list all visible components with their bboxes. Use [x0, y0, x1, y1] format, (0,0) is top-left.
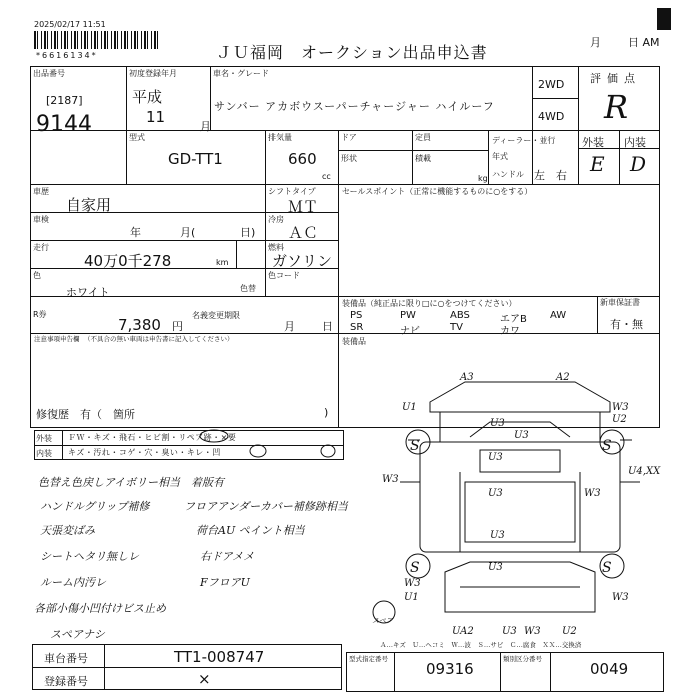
- int-label: 内装: [624, 136, 646, 149]
- damage-mark: U3: [488, 562, 503, 573]
- usage-label: 車歴: [33, 187, 49, 196]
- color-change-label: 色替: [240, 284, 256, 293]
- color-value: ホワイト: [66, 286, 110, 299]
- damage-mark: U3: [514, 430, 529, 441]
- damage-mark: W3: [382, 474, 399, 485]
- mileage-value: 40万0千278: [84, 252, 172, 270]
- handwritten-note: 右ドアメメ: [200, 550, 255, 563]
- model-designation-value: 09316: [426, 660, 474, 678]
- model-value: GD-TT1: [168, 150, 223, 168]
- car-name: サンバー アカボウスーパーチャージャー ハイルーフ: [214, 100, 495, 113]
- doors-label: ドア: [341, 133, 357, 142]
- chassis-label: 車台番号: [44, 652, 88, 665]
- model-label: 型式: [129, 133, 145, 142]
- dealer-label: ディーラー・並行: [492, 136, 556, 145]
- damage-mark: U3: [488, 488, 503, 499]
- damage-mark: U2: [612, 414, 627, 425]
- usage-value: 自家用: [66, 196, 112, 214]
- damage-mark: S: [602, 438, 612, 454]
- color-label: 色: [33, 271, 41, 280]
- mileage-label: 走行: [33, 243, 49, 252]
- shift-value: ＭＴ: [288, 198, 319, 216]
- barcode-number: *6616134*: [36, 51, 98, 60]
- fuel-value: ガソリン: [272, 252, 333, 270]
- damage-mark: W3: [524, 626, 541, 637]
- model-designation-label: 型式指定番号: [349, 655, 388, 663]
- repair-history: 修復歴 有（ 箇所: [36, 408, 135, 421]
- displacement-value: 660: [288, 150, 317, 168]
- ac-value: ＡＣ: [288, 224, 319, 242]
- damage-mark: S: [410, 438, 420, 454]
- first-reg-year: 11: [146, 108, 166, 126]
- damage-mark: A3: [460, 372, 474, 383]
- plate-value: ×: [198, 670, 211, 688]
- check-circles: [190, 428, 340, 462]
- car-name-label: 車名・グレード: [213, 69, 269, 78]
- plate-label: 登録番号: [44, 675, 88, 688]
- displacement-unit: cc: [322, 172, 331, 181]
- other-equipment-label: 装備品: [342, 337, 366, 346]
- damage-mark: U1: [402, 402, 417, 413]
- check-int-label: 内装: [36, 449, 52, 458]
- inspection-month: 月(: [180, 226, 196, 239]
- drive-2wd: 2WD: [538, 78, 565, 91]
- score-value: R: [604, 88, 629, 126]
- damage-mark: U3: [490, 418, 505, 429]
- first-reg-label: 初度登録年月: [129, 69, 177, 78]
- barcode: [34, 31, 158, 49]
- date-month: 月: [590, 36, 601, 49]
- capacity-label: 定員: [415, 133, 431, 142]
- new-warranty-label: 新車保証書: [600, 298, 640, 307]
- displacement-label: 排気量: [268, 133, 292, 142]
- load-label: 積載: [415, 154, 431, 163]
- damage-mark: U3: [502, 626, 517, 637]
- date-day: 日 AM: [628, 36, 660, 49]
- handwritten-note: 各部小傷小凹付けビス止め: [34, 602, 166, 615]
- inspection-day: 日): [240, 226, 256, 239]
- damage-mark: U3: [490, 530, 505, 541]
- damage-mark: UA2: [452, 626, 474, 637]
- lot-sub: [2187]: [46, 94, 83, 107]
- transfer-deadline-label: 名義変更期限: [192, 311, 240, 320]
- equipment-item: AW: [550, 310, 567, 321]
- handle-left: 左: [534, 169, 545, 182]
- damage-mark: W3: [584, 488, 601, 499]
- damage-mark: U1: [404, 592, 419, 603]
- lot-number: 9144: [36, 112, 92, 137]
- damage-mark: S: [410, 560, 420, 576]
- handwritten-note: ルーム内汚レ: [40, 576, 106, 589]
- shape-label: 形状: [341, 154, 357, 163]
- equipment-item: カワ: [500, 326, 520, 337]
- score-label: 評価点: [590, 72, 641, 85]
- color-code-label: 色コード: [268, 271, 300, 280]
- int-grade: D: [630, 152, 647, 176]
- equipment-item: SR: [350, 322, 364, 333]
- check-ext-label: 外装: [36, 434, 52, 443]
- handwritten-note: シートヘタリ無しレ: [40, 550, 139, 563]
- form-title: ＪＵ福岡 オークション出品申込書: [216, 43, 488, 62]
- fuel-label: 燃料: [268, 243, 284, 252]
- handle-label: ハンドル: [492, 170, 524, 179]
- equipment-item: ナビ: [400, 326, 420, 337]
- damage-mark: U3: [488, 452, 503, 463]
- ac-label: 冷房: [268, 215, 284, 224]
- damage-mark: S: [602, 560, 612, 576]
- first-reg-month: 月: [200, 120, 211, 133]
- equipment-item: TV: [450, 322, 463, 333]
- equipment-item: PS: [350, 310, 363, 321]
- lot-label: 出品番号: [33, 69, 65, 78]
- damage-legend: Ａ…キズ Ｕ…ヘコミ Ｗ…波 Ｓ…サビ Ｃ…腐食 ＸＸ…交換済: [380, 641, 582, 649]
- tax-unit: 円: [172, 320, 183, 333]
- transfer-day: 日: [322, 320, 333, 333]
- handwritten-note: 荷台AU ペイント相当: [196, 524, 305, 537]
- damage-mark: U4,XX: [628, 466, 661, 477]
- mileage-unit: km: [216, 258, 229, 267]
- corner-mark: [657, 8, 671, 30]
- inspection-label: 車検: [33, 215, 49, 224]
- notes-label: 注意事項申告欄: [34, 335, 80, 343]
- year-label: 年式: [492, 152, 508, 161]
- equipment-item: エアB: [500, 314, 527, 325]
- load-unit: kg: [478, 174, 488, 183]
- equipment-item: ABS: [450, 310, 470, 321]
- category-number-label: 類別区分番号: [503, 655, 542, 663]
- new-warranty-value: 有・無: [610, 318, 643, 331]
- equipment-item: PW: [400, 310, 416, 321]
- damage-mark: A2: [556, 372, 570, 383]
- damage-mark: W3: [404, 578, 421, 589]
- equipment-label: 装備品（純正品に限り□に○をつけてください）: [342, 299, 517, 308]
- handwritten-note: FフロアU: [200, 576, 250, 589]
- drive-4wd: 4WD: [538, 110, 565, 123]
- ext-grade: E: [590, 152, 605, 176]
- damage-mark: W3: [612, 402, 629, 413]
- repair-close: ): [324, 406, 329, 419]
- timestamp: 2025/02/17 11:51: [34, 20, 106, 29]
- handwritten-note: ハンドルグリップ補修: [40, 500, 150, 513]
- damage-mark: W3: [612, 592, 629, 603]
- damage-mark: U2: [562, 626, 577, 637]
- ext-label: 外装: [582, 136, 604, 149]
- category-number-value: 0049: [590, 660, 629, 678]
- tax-value: 7,380: [118, 316, 161, 334]
- chassis-value: TT1-008747: [174, 648, 265, 666]
- sales-point-label: セールスポイント（正常に機能するものに○をする）: [342, 187, 533, 196]
- notes-sub: （不具合の無い車両は申告書に記入してください）: [84, 335, 234, 343]
- transfer-month: 月: [284, 320, 295, 333]
- tax-label: R券: [33, 310, 47, 319]
- first-reg-era: 平成: [132, 88, 163, 106]
- handwritten-note: 天張変ばみ: [40, 524, 95, 537]
- handwritten-note: スペアナシ: [50, 628, 105, 641]
- handle-right: 右: [556, 169, 567, 182]
- shift-label: シフトタイプ: [268, 187, 316, 196]
- handwritten-note: フロアアンダーカバー補修跡相当: [184, 500, 348, 513]
- check-int-items: キズ・汚れ・コゲ・穴・臭い・キレ・凹: [68, 448, 221, 457]
- check-ext-items: ＦＷ・キズ・飛石・ヒビ割・リペア跡・×要: [68, 433, 237, 442]
- handwritten-note: 色替え色戻しアイボリー相当 着版有: [38, 476, 225, 489]
- damage-mark: スペア: [372, 617, 393, 625]
- inspection-year: 年: [130, 226, 141, 239]
